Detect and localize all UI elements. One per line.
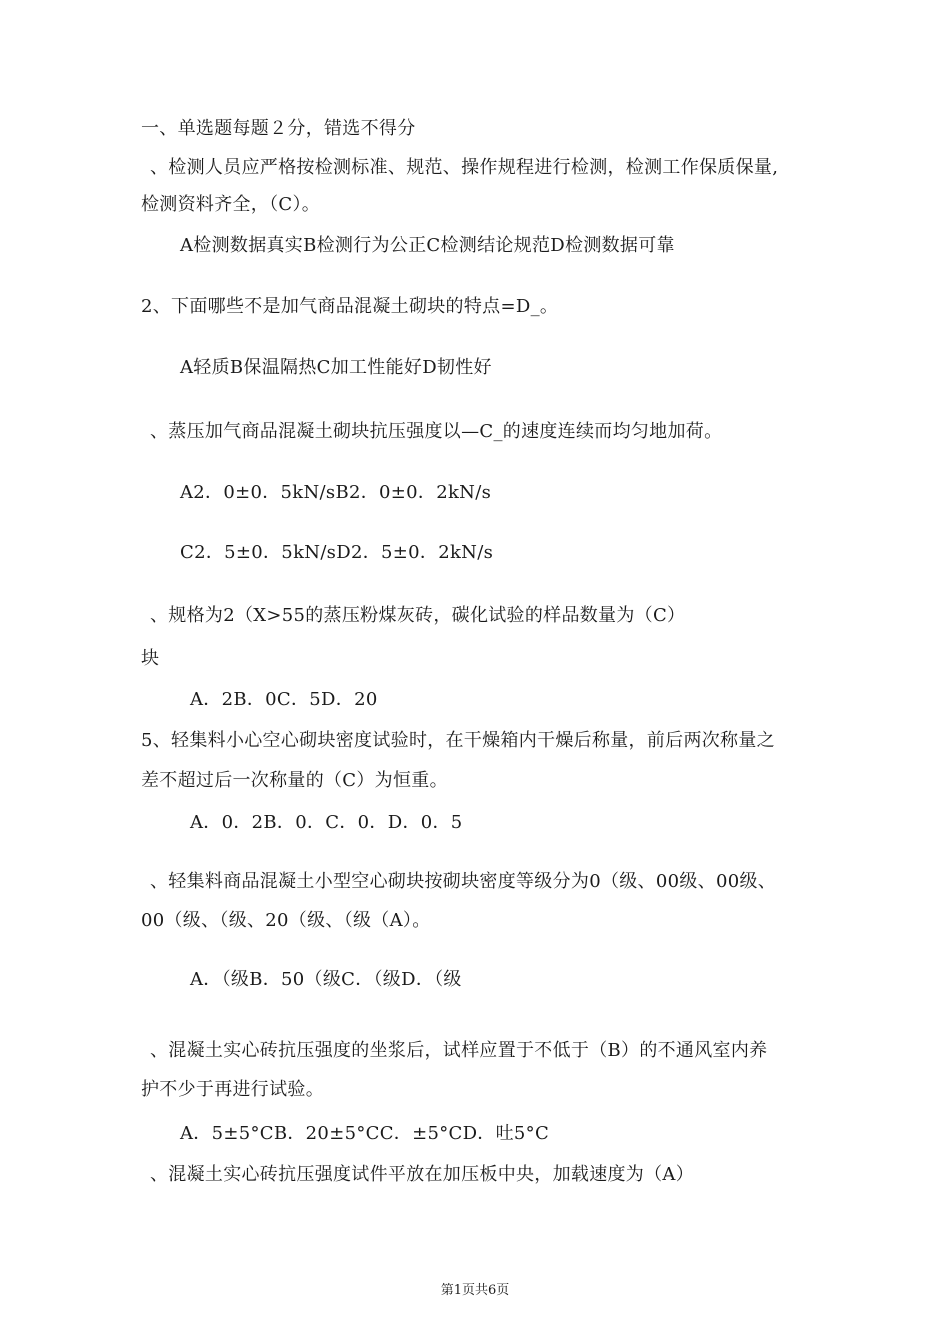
question-6-text: 、轻集料商品混凝土小型空心砌块按砌块密度等级分为0（级、00级、00级、 — [150, 871, 777, 892]
question-1-text: 、检测人员应严格按检测标准、规范、操作规程进行检测，检测工作保质保量, — [150, 157, 779, 178]
page-number-footer: 第1页共6页 — [440, 1283, 510, 1298]
question-1-text-cont: 检测资料齐全，（C）。 — [141, 194, 321, 215]
question-3-text: 、蒸压加气商品混凝土砌块抗压强度以—C_的速度连续而均匀地加荷。 — [150, 421, 723, 442]
question-1-options: A检测数据真实B检测行为公正C检测结论规范D检测数据可靠 — [180, 235, 675, 256]
question-4-text: 、规格为2（X>55的蒸压粉煤灰砖，碳化试验的样品数量为（C） — [150, 605, 686, 626]
question-3-options-cd: C2．5±0．5kN/sD2．5±0．2kN/s — [180, 542, 494, 563]
question-5-text: 5、轻集料小心空心砌块密度试验时，在干燥箱内干燥后称量，前后两次称量之 — [141, 730, 775, 751]
question-7-text: 、混凝土实心砖抗压强度的坐浆后，试样应置于不低于（B）的不通风室内养 — [150, 1040, 768, 1061]
question-6-options: A．（级B．50（级C．（级D．（级 — [190, 969, 462, 990]
question-4-options: A．2B．0C．5D．20 — [190, 689, 378, 710]
question-4-text-cont: 块 — [141, 648, 160, 669]
question-6-text-cont: 00（级、（级、20（级、（级（A）。 — [141, 910, 431, 931]
question-5-text-cont: 差不超过后一次称量的（C）为恒重。 — [141, 770, 448, 791]
question-2-options: A轻质B保温隔热C加工性能好D韧性好 — [180, 357, 492, 378]
section-heading: 一、单选题每题２分，错选不得分 — [141, 118, 416, 139]
question-2-text: 2、下面哪些不是加气商品混凝土砌块的特点=D_。 — [141, 296, 559, 317]
question-3-options-ab: A2．0±0．5kN/sB2．0±0．2kN/s — [180, 482, 492, 503]
question-8-text: 、混凝土实心砖抗压强度试件平放在加压板中央，加载速度为（A） — [150, 1164, 694, 1185]
question-7-options: A．5±5°CB．20±5°CC．±5°CD．吐5°C — [180, 1123, 550, 1144]
question-7-text-cont: 护不少于再进行试验。 — [141, 1079, 324, 1100]
question-5-options: A．0．2B．0．C．0．D．0．5 — [190, 812, 463, 833]
